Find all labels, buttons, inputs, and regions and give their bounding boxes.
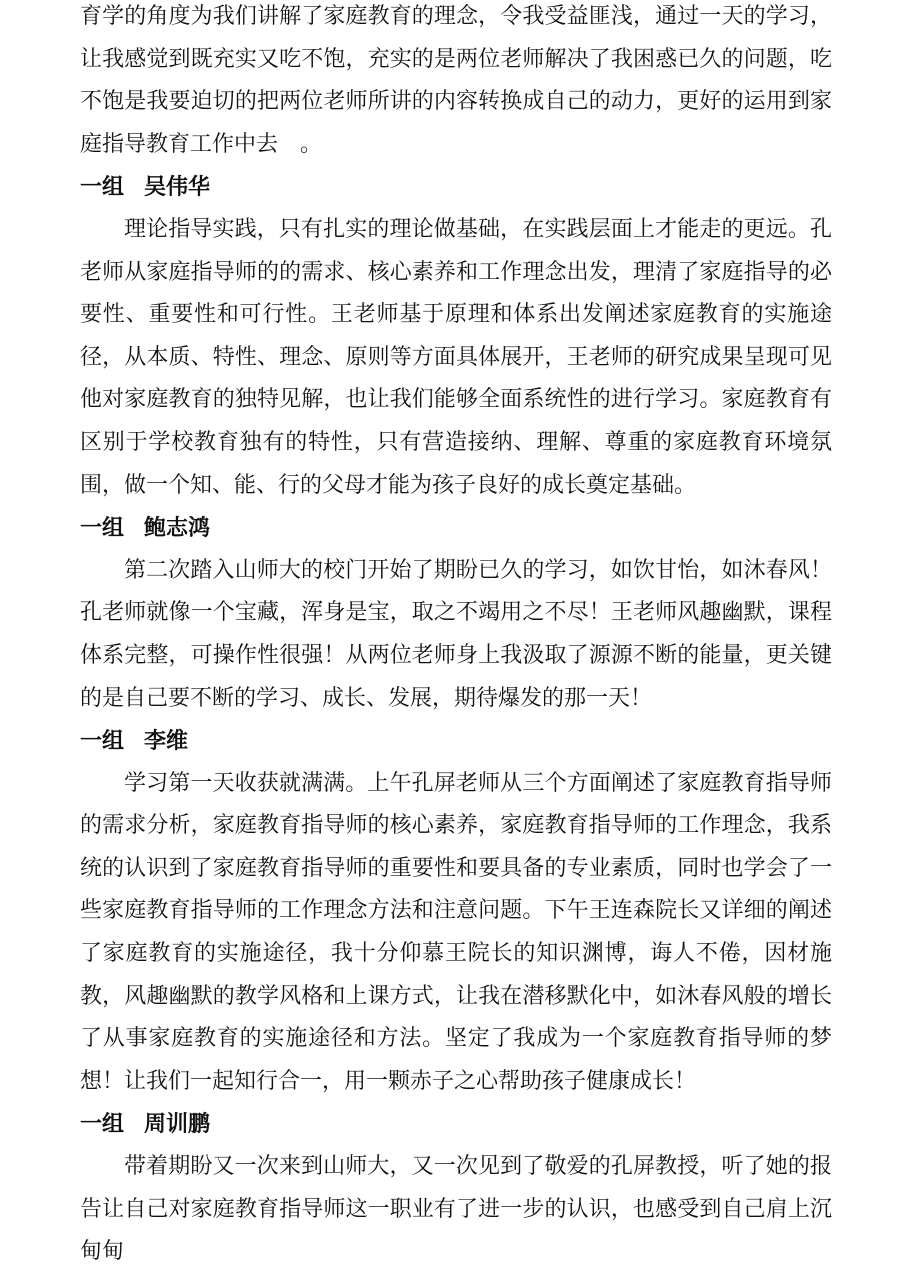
group-label: 一组 (80, 728, 125, 755)
group-label: 一组 (80, 174, 125, 201)
group-label: 一组 (80, 1111, 125, 1138)
author-name: 李维 (144, 728, 189, 755)
section-paragraph: 带着期盼又一次来到山师大，又一次见到了敬爱的孔屏教授，听了她的报告让自己对家庭教育指导师这一职业有了进一步的认识，也感受到自己肩上沉甸甸 (80, 1154, 832, 1265)
section-heading (80, 720, 832, 763)
section-paragraph: 理论指导实践，只有扎实的理论做基础，在实践层面上才能走的更远。孔老师从家庭指导师的的需求、核心素养和工作理念出发，理清了家庭指导的必要性、重要性和可行性。王老师基于原理和体系出发阐述家庭教育的实施途径，从本质、特性、理念、原则等方面具体展开，王老师的研究成果呈现可见他对家庭教育的独特见解，也让我们能够全面系统性的进行学习。家庭教育有区别于学校教育独有的特性，只有营造接纳、理解、尊重的家庭教育环境氛围，做一个知、能、行的父母才能为孩子良好的成长奠定基础。 (80, 216, 832, 498)
document-page (80, 0, 832, 1274)
intro-paragraph: 育学的角度为我们讲解了家庭教育的理念，令我受益匪浅，通过一天的学习，让我感觉到既充实又吃不饱，充实的是两位老师解决了我困惑已久的问题，吃不饱是我要迫切的把两位老师所讲的内容转换成自己的动力，更好的运用到家庭指导教育工作中去 。 (80, 4, 832, 157)
section-zhou-xunpeng (80, 1103, 832, 1273)
section-paragraph: 第二次踏入山师大的校门开始了期盼已久的学习，如饮甘怡，如沐春风！孔老师就像一个宝藏，浑身是宝，取之不竭用之不尽！王老师风趣幽默，课程体系完整，可操作性很强！从两位老师身上我汲取了源源不断的能量，更关键的是自己要不断的学习、成长、发展，期待爆发的那一天！ (80, 557, 832, 711)
author-name: 周训鹏 (144, 1111, 211, 1138)
author-name: 鲍志鸿 (144, 515, 211, 542)
section-heading (80, 166, 832, 209)
section-wu-weihua (80, 166, 832, 507)
author-name: 吴伟华 (144, 174, 211, 201)
group-label: 一组 (80, 515, 125, 542)
section-heading (80, 507, 832, 550)
section-heading (80, 1103, 832, 1146)
section-li-wei (80, 720, 832, 1103)
section-bao-zhihong (80, 507, 832, 720)
section-paragraph: 学习第一天收获就满满。上午孔屏老师从三个方面阐述了家庭教育指导师的需求分析，家庭教育指导师的核心素养，家庭教育指导师的工作理念，我系统的认识到了家庭教育指导师的重要性和要具备的专业素质，同时也学会了一些家庭教育指导师的工作理念方法和注意问题。下午王连森院长又详细的阐述了家庭教育的实施途径，我十分仰慕王院长的知识渊博，诲人不倦，因材施教，风趣幽默的教学风格和上课方式，让我在潜移默化中，如沐春风般的增长了从事家庭教育的实施途径和方法。坚定了我成为一个家庭教育指导师的梦想！让我们一起知行合一，用一颗赤子之心帮助孩子健康成长！ (80, 770, 832, 1094)
